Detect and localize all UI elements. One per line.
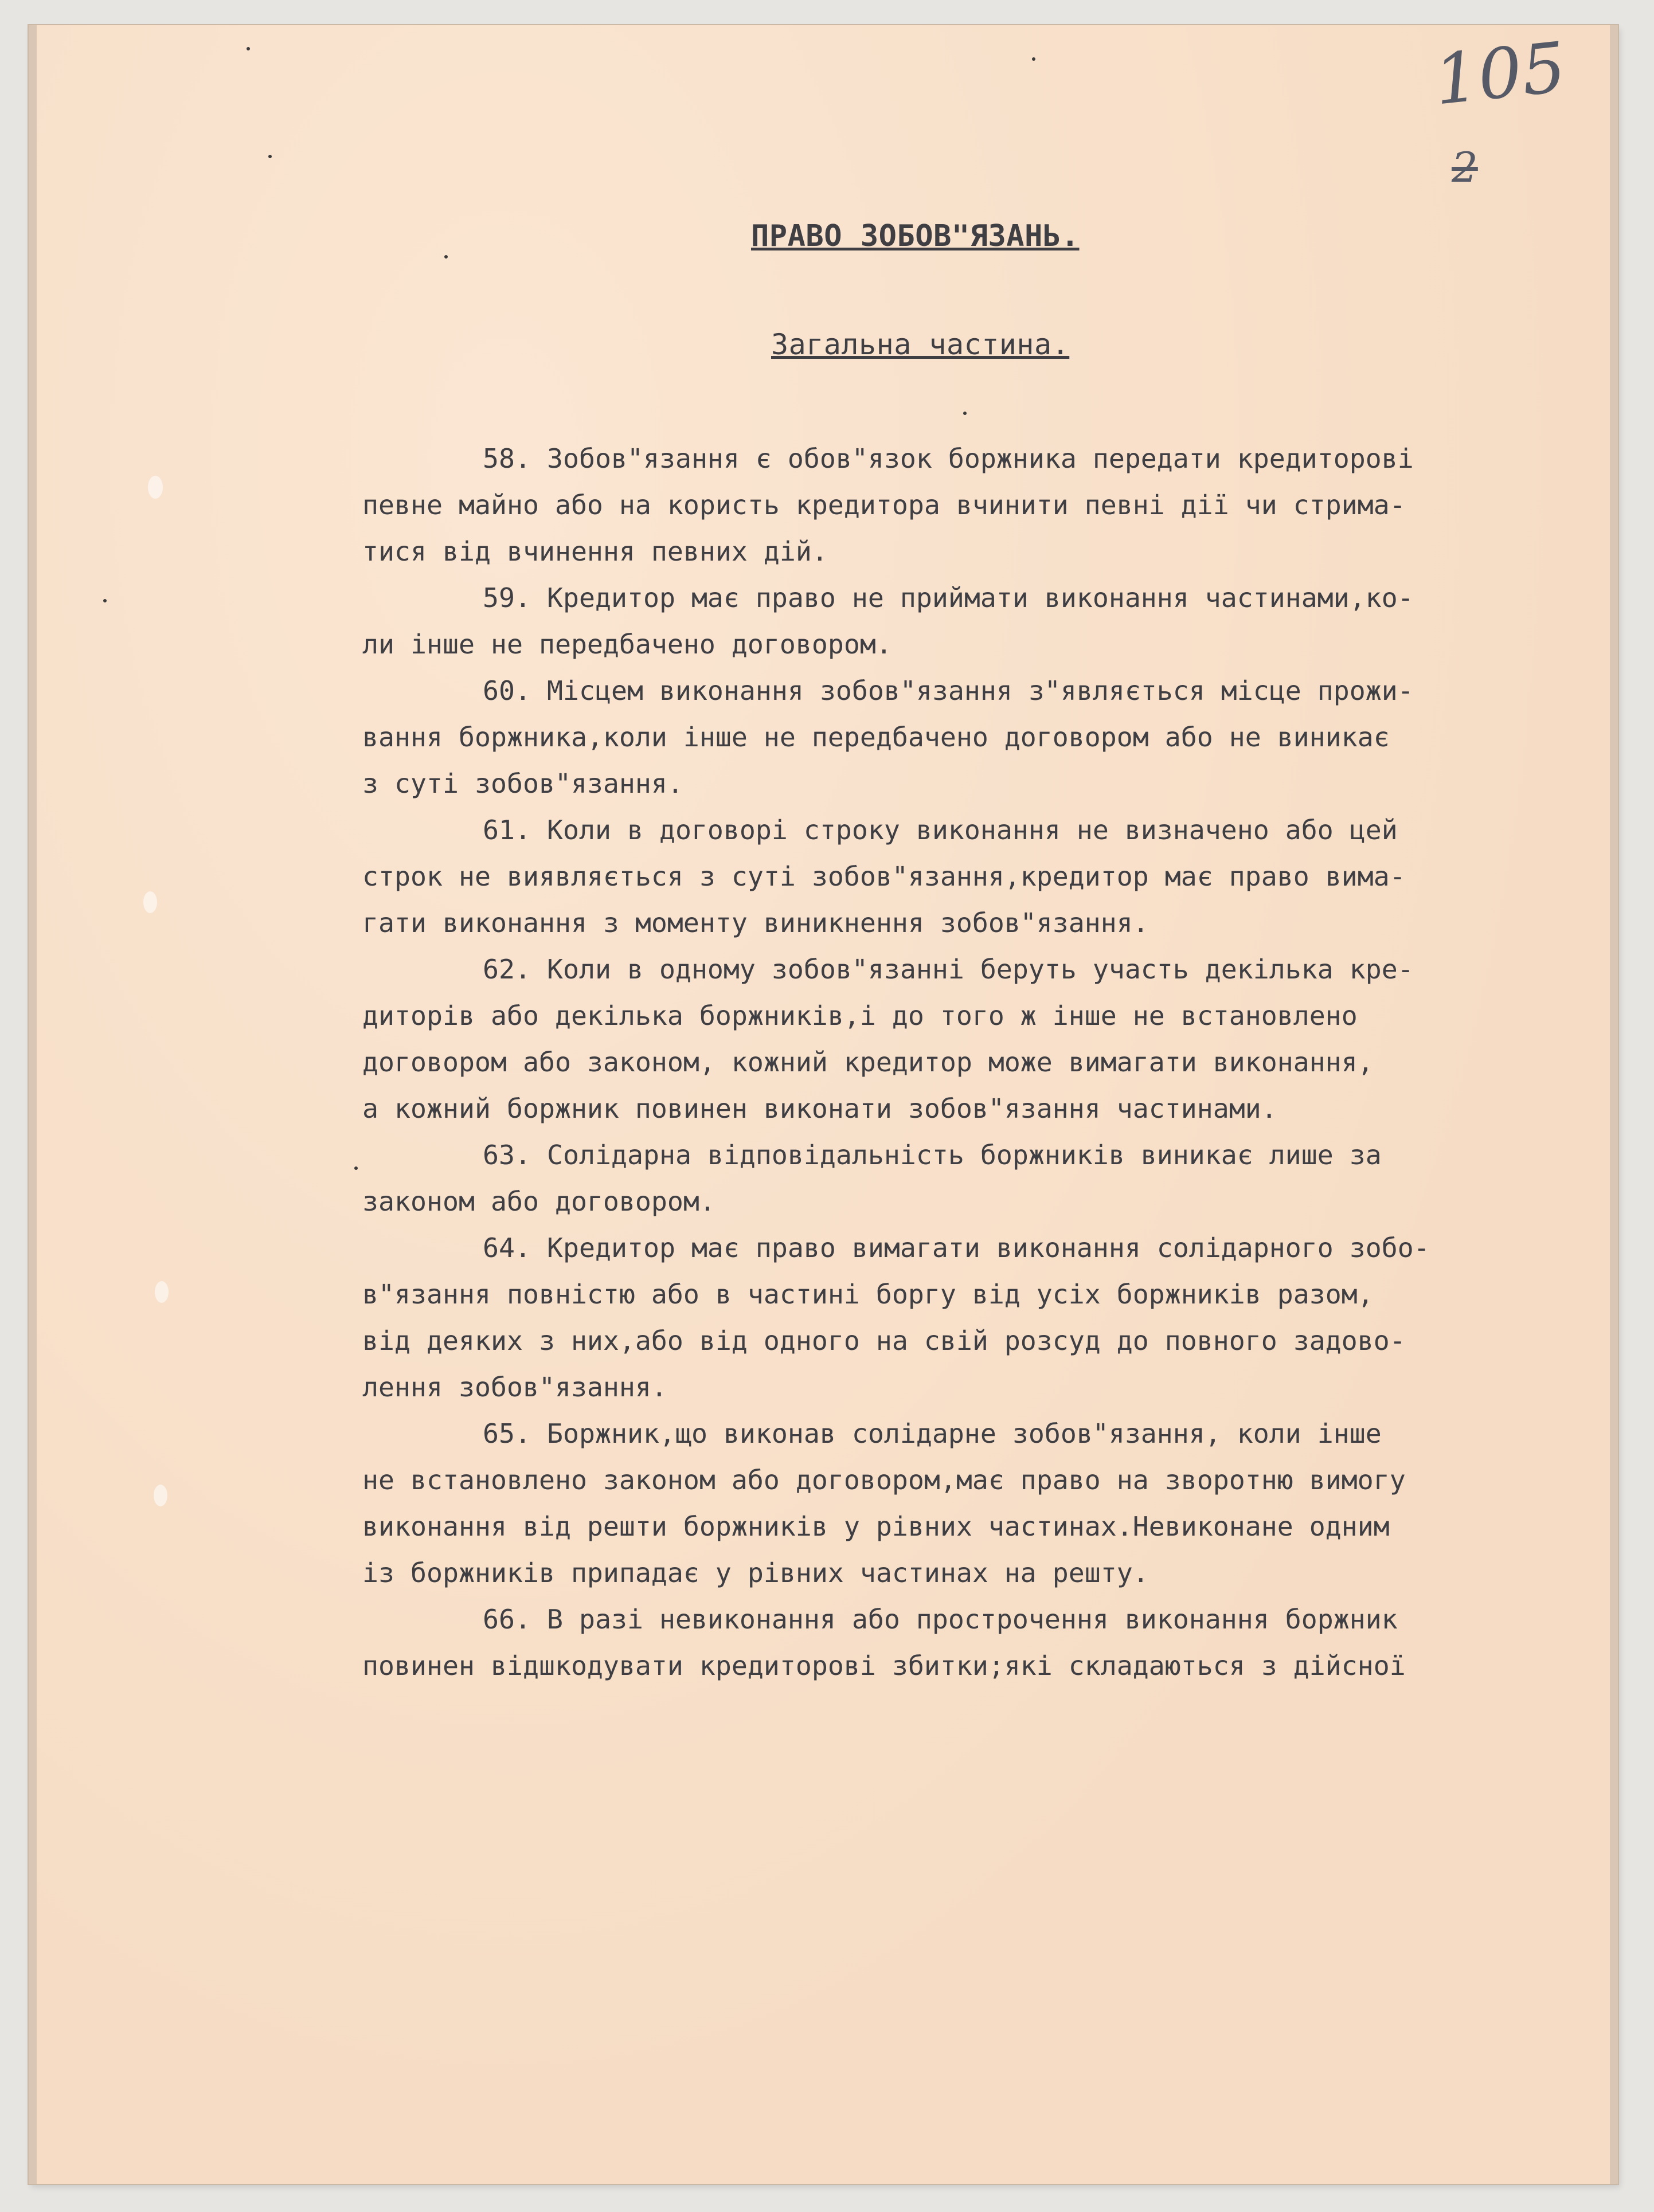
text-line: вання боржника,коли інше не передбачено договором або не виникає bbox=[362, 722, 1390, 753]
article-59-line: 59. Кредитор має право не приймати виконання частинами,ко- bbox=[483, 582, 1414, 613]
article-58-line: 58. Зобов"язання є обов"язок боржника передати кредиторові bbox=[483, 443, 1414, 474]
paper-speck bbox=[103, 599, 107, 602]
paper-speck bbox=[354, 1166, 358, 1170]
text-line: не встановлено законом або договором,має право на зворотню вимогу bbox=[362, 1465, 1406, 1495]
text-line: договором або законом, кожний кредитор може вимагати виконання, bbox=[362, 1047, 1374, 1078]
text-line: певне майно або на користь кредитора вчинити певні дії чи стрима- bbox=[362, 490, 1406, 520]
paper-speck bbox=[268, 155, 272, 158]
text-line: від деяких з них,або від одного на свій розсуд до повного задово- bbox=[362, 1325, 1406, 1356]
paper-spot bbox=[143, 891, 157, 913]
text-line: ли інше не передбачено договором. bbox=[362, 629, 892, 660]
text-line: із боржників припадає у рівних частинах на решту. bbox=[362, 1557, 1149, 1588]
text-line: повинен відшкодувати кредиторові збитки;які складаються з дійсної bbox=[362, 1650, 1406, 1681]
paper-speck bbox=[1032, 57, 1035, 61]
folio-sub-number: 2 bbox=[1452, 143, 1478, 191]
article-64-line: 64. Кредитор має право вимагати виконання солідарного зобо- bbox=[483, 1232, 1430, 1263]
paper-speck bbox=[247, 47, 250, 50]
paper-speck bbox=[444, 255, 448, 259]
document-title: ПРАВО ЗОБОВ"ЯЗАНЬ. bbox=[751, 219, 1080, 253]
paper-spot bbox=[148, 476, 163, 499]
article-63-line: 63. Солідарна відповідальність боржників виникає лише за bbox=[483, 1140, 1382, 1170]
text-line: тися від вчинення певних дій. bbox=[362, 536, 828, 567]
text-line: виконання від решти боржників у рівних частинах.Невиконане одним bbox=[362, 1511, 1390, 1542]
text-line: а кожний боржник повинен виконати зобов"язання частинами. bbox=[362, 1093, 1277, 1124]
text-line: в"язання повністю або в частині боргу від усіх боржників разом, bbox=[362, 1279, 1374, 1310]
paper-speck bbox=[963, 412, 967, 415]
article-66-line: 66. В разі невиконання або прострочення виконання боржник bbox=[483, 1604, 1398, 1635]
article-61-line: 61. Коли в договорі строку виконання не визначено або цей bbox=[483, 815, 1398, 845]
text-line: з суті зобов"язання. bbox=[362, 768, 683, 799]
text-line: диторів або декілька боржників,і до того ж інше не встановлено bbox=[362, 1000, 1358, 1031]
paper-spot bbox=[155, 1281, 169, 1303]
article-65-line: 65. Боржник,що виконав солідарне зобов"язання, коли інше bbox=[483, 1418, 1382, 1449]
article-62-line: 62. Коли в одному зобов"язанні беруть участь декілька кре- bbox=[483, 954, 1414, 985]
text-line: законом або договором. bbox=[362, 1186, 715, 1217]
text-line: лення зобов"язання. bbox=[362, 1372, 667, 1403]
left-edge bbox=[29, 25, 37, 2184]
paper-spot bbox=[154, 1485, 167, 1506]
article-60-line: 60. Місцем виконання зобов"язання з"являється місце прожи- bbox=[483, 675, 1414, 706]
document-body bbox=[362, 436, 1612, 1689]
document-subtitle: Загальна частина. bbox=[771, 328, 1070, 361]
text-line: строк не виявляється з суті зобов"язання,кредитор має право вима- bbox=[362, 861, 1406, 892]
folio-number: 105 bbox=[1430, 28, 1570, 121]
text-line: гати виконання з моменту виникнення зобов"язання. bbox=[362, 907, 1149, 938]
